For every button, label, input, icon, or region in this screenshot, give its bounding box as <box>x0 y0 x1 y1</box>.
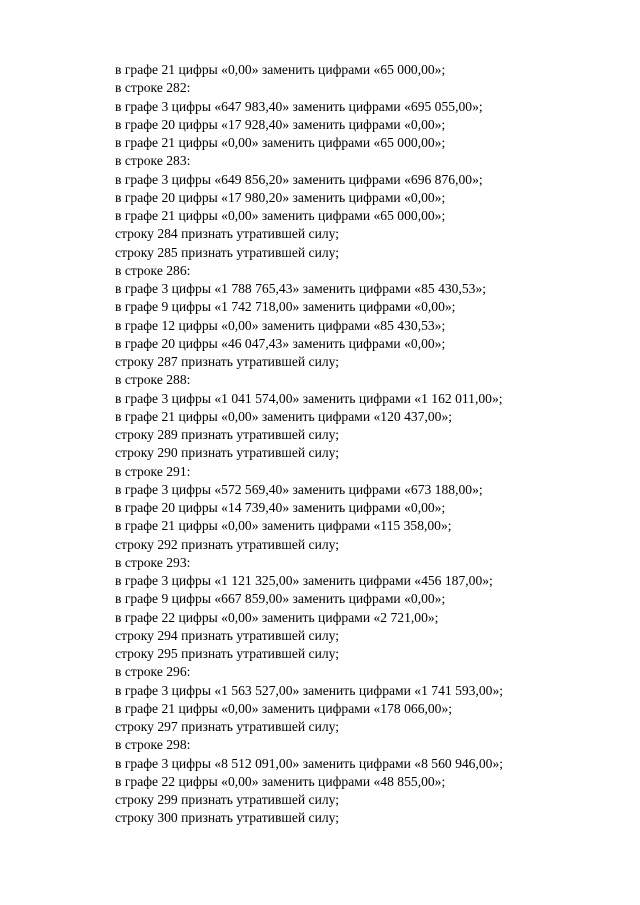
document-line: строку 300 признать утратившей силу; <box>115 810 340 826</box>
document-line: строку 290 признать утратившей силу; <box>115 445 340 461</box>
document-line: в строке 283: <box>115 153 191 169</box>
document-line: в графе 9 цифры «667 859,00» заменить цифрами «0,00»; <box>115 591 446 607</box>
document-line: в графе 3 цифры «1 041 574,00» заменить цифрами «1 162 011,00»; <box>115 390 503 406</box>
document-line: в строке 291: <box>115 463 191 479</box>
document-line: в графе 3 цифры «1 563 527,00» заменить цифрами «1 741 593,00»; <box>115 682 504 698</box>
document-line: в графе 3 цифры «572 569,40» заменить цифрами «673 188,00»; <box>115 481 483 497</box>
document-line: строку 294 признать утратившей силу; <box>115 627 340 643</box>
document-line: в графе 21 цифры «0,00» заменить цифрами «65 000,00»; <box>115 62 446 77</box>
document-line: в строке 296: <box>115 664 191 680</box>
document-line: в графе 3 цифры «1 121 325,00» заменить цифрами «456 187,00»; <box>115 573 493 588</box>
document-line: в графе 20 цифры «14 739,40» заменить цифрами «0,00»; <box>115 500 446 515</box>
document-line: строку 284 признать утратившей силу; <box>115 226 340 242</box>
document-line: в графе 3 цифры «647 983,40» заменить цифрами «695 055,00»; <box>115 98 483 114</box>
document-line: в графе 20 цифры «46 047,43» заменить цифрами «0,00»; <box>115 335 446 351</box>
document-line: в графе 22 цифры «0,00» заменить цифрами «2 721,00»; <box>115 609 439 625</box>
document-line: в графе 3 цифры «649 856,20» заменить цифрами «696 876,00»; <box>115 171 483 187</box>
document-line: в строке 298: <box>115 737 191 753</box>
document-line: строку 292 признать утратившей силу; <box>115 536 340 552</box>
document-line: в графе 21 цифры «0,00» заменить цифрами «178 066,00»; <box>115 700 453 716</box>
document-line: строку 297 признать утратившей силу; <box>115 719 340 734</box>
document-line: в строке 288: <box>115 372 191 388</box>
document-line: в графе 21 цифры «0,00» заменить цифрами «65 000,00»; <box>115 135 446 150</box>
document-line: строку 299 признать утратившей силу; <box>115 792 340 807</box>
document-line: в графе 9 цифры «1 742 718,00» заменить цифрами «0,00»; <box>115 299 456 315</box>
document-line: в графе 3 цифры «8 512 091,00» заменить цифрами «8 560 946,00»; <box>115 755 504 771</box>
document-line: строку 287 признать утратившей силу; <box>115 354 340 369</box>
document-line: в строке 293: <box>115 554 191 570</box>
document-body <box>115 61 615 828</box>
document-line: строку 295 признать утратившей силу; <box>115 646 340 661</box>
document-line: в графе 12 цифры «0,00» заменить цифрами «85 430,53»; <box>115 317 446 333</box>
document-line: строку 289 признать утратившей силу; <box>115 427 340 442</box>
document-line: в графе 22 цифры «0,00» заменить цифрами «48 855,00»; <box>115 773 446 789</box>
document-line: в графе 20 цифры «17 980,20» заменить цифрами «0,00»; <box>115 189 446 205</box>
document-line: строку 285 признать утратившей силу; <box>115 244 340 260</box>
document-line: в строке 286: <box>115 262 191 278</box>
document-line: в графе 21 цифры «0,00» заменить цифрами «120 437,00»; <box>115 408 453 424</box>
document-line: в графе 20 цифры «17 928,40» заменить цифрами «0,00»; <box>115 116 446 132</box>
document-line: в графе 3 цифры «1 788 765,43» заменить цифрами «85 430,53»; <box>115 281 487 296</box>
document-line: в строке 282: <box>115 80 191 96</box>
document-line: в графе 21 цифры «0,00» заменить цифрами «65 000,00»; <box>115 208 446 223</box>
document-line: в графе 21 цифры «0,00» заменить цифрами «115 358,00»; <box>115 518 452 534</box>
